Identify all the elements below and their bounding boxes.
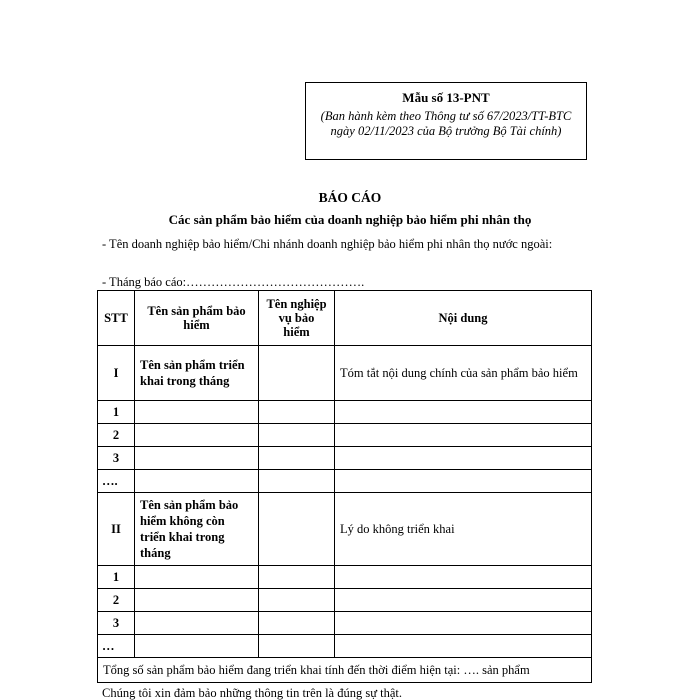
table-row — [98, 635, 592, 658]
confirmation-statement: Chúng tôi xin đảm bảo những thông tin trên là đúng sự thật. — [102, 686, 402, 700]
section-2-label: Tên sản phẩm bảo hiểm không còn triển khai trong tháng — [135, 493, 259, 566]
row-stt: 3 — [98, 612, 135, 635]
table-row — [98, 566, 592, 589]
row-stt: 2 — [98, 589, 135, 612]
form-issuance-note: (Ban hành kèm theo Thông tư số 67/2023/TT-BTC ngày 02/11/2023 của Bộ trưởng Bộ Tài chính) — [320, 109, 572, 138]
product-report-table — [97, 290, 592, 683]
row-stt: … — [98, 635, 135, 658]
header-business-name: Tên nghiệp vụ bảo hiểm — [259, 291, 335, 346]
section-1-row — [98, 346, 592, 401]
report-title: BÁO CÁO — [318, 190, 382, 205]
section-1-business-cell — [259, 346, 335, 401]
section-1-content: Tóm tắt nội dung chính của sản phẩm bảo hiểm — [335, 346, 592, 401]
section-1-label: Tên sản phẩm triển khai trong tháng — [135, 346, 259, 401]
section-2-content: Lý do không triển khai — [335, 493, 592, 566]
total-products-line: Tổng số sản phẩm bảo hiểm đang triển khai tính đến thời điểm hiện tại: …. sản phẩm — [98, 658, 592, 683]
header-product-name: Tên sản phẩm bảo hiểm — [135, 291, 259, 346]
section-2-row — [98, 493, 592, 566]
table-row — [98, 401, 592, 424]
section-1-stt: I — [98, 346, 135, 401]
table-row — [98, 424, 592, 447]
row-stt: 1 — [98, 566, 135, 589]
section-2-stt: II — [98, 493, 135, 566]
row-stt: 3 — [98, 447, 135, 470]
section-2-business-cell — [259, 493, 335, 566]
row-stt: …. — [98, 470, 135, 493]
company-name-line: - Tên doanh nghiệp bảo hiểm/Chi nhánh doanh nghiệp bảo hiểm phi nhân thọ nước ngoài: — [102, 237, 553, 251]
total-row — [98, 658, 592, 683]
table-row — [98, 589, 592, 612]
table-row — [98, 470, 592, 493]
report-subtitle: Các sản phẩm bảo hiểm của doanh nghiệp bảo hiểm phi nhân thọ — [168, 212, 532, 227]
form-code: Mẫu số 13-PNT — [402, 90, 490, 105]
header-stt: STT — [98, 291, 135, 346]
row-stt: 2 — [98, 424, 135, 447]
report-month-line: - Tháng báo cáo:……………………………………. — [102, 275, 365, 289]
header-content: Nội dung — [335, 291, 592, 346]
table-row — [98, 447, 592, 470]
form-code-box — [305, 82, 587, 160]
row-stt: 1 — [98, 401, 135, 424]
table-header-row — [98, 291, 592, 346]
table-row — [98, 612, 592, 635]
